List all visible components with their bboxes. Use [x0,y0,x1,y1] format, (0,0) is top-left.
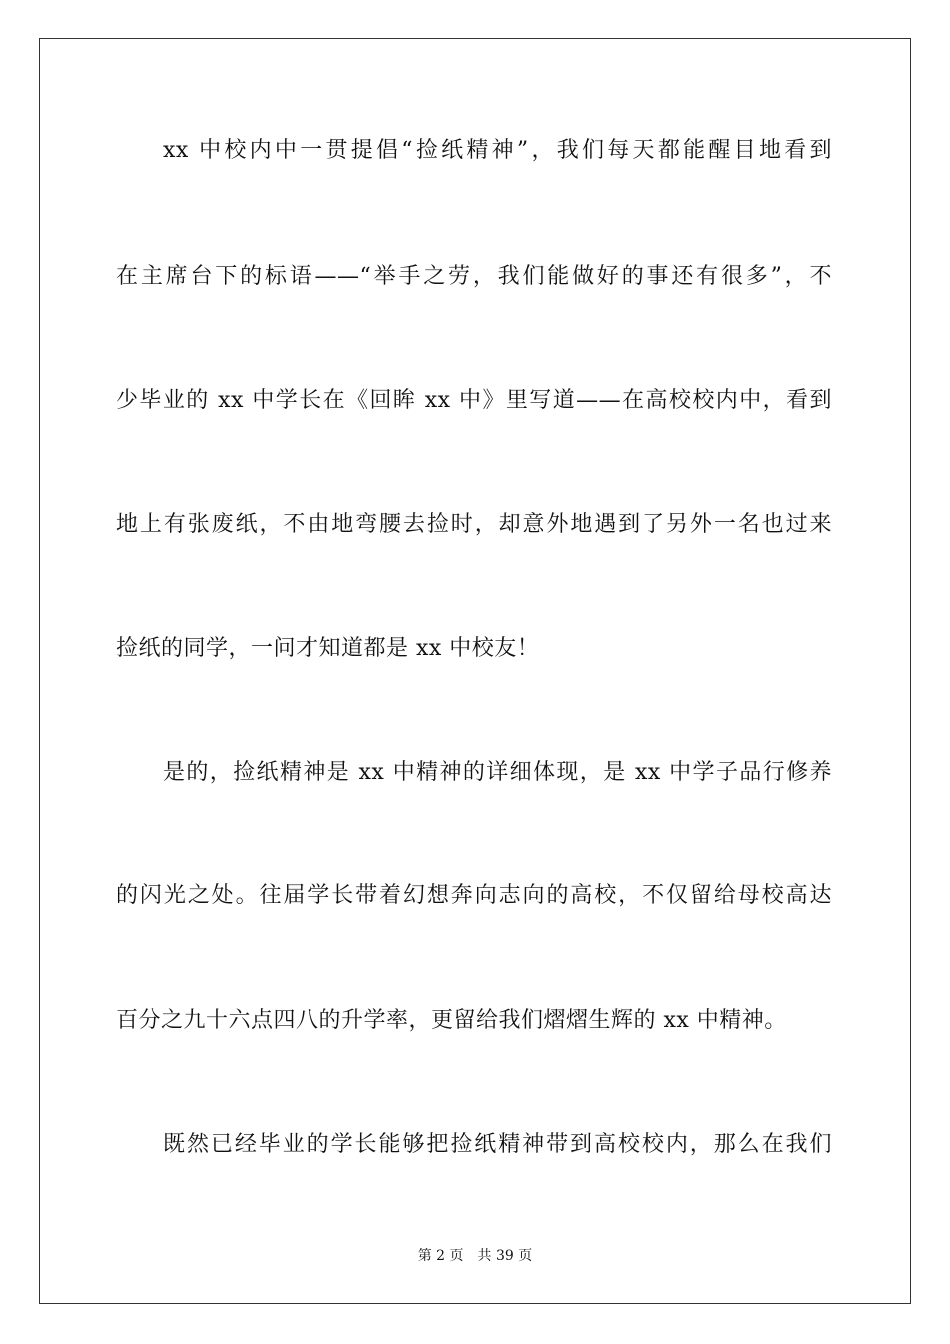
paragraph-2-line-1: 是的，捡纸精神是 xx 中精神的详细体现，是 xx 中学子品行修养 [163,760,832,785]
page-number: 第 2 页 [417,1248,464,1264]
page-border [39,38,911,1304]
paragraph-1-line-1: xx 中校内中一贯提倡“捡纸精神”，我们每天都能醒目地看到 [163,138,832,163]
paragraph-2-line-3: 百分之九十六点四八的升学率，更留给我们熠熠生辉的 xx 中精神。 [116,1008,787,1033]
page-footer [0,1246,950,1266]
paragraph-1-line-5: 捡纸的同学，一问才知道都是 xx 中校友！ [116,636,540,661]
paragraph-3-line-1: 既然已经毕业的学长能够把捡纸精神带到高校校内，那么在我们 [163,1132,832,1157]
paragraph-1-line-3: 少毕业的 xx 中学长在《回眸 xx 中》里写道——在高校校内中，看到 [116,388,832,413]
page-total: 共 39 页 [477,1248,533,1264]
paragraph-2-line-2: 的闪光之处。往届学长带着幻想奔向志向的高校，不仅留给母校高达 [116,883,832,908]
paragraph-1-line-4: 地上有张废纸，不由地弯腰去捡时，却意外地遇到了另外一名也过来 [116,512,832,537]
paragraph-1-line-2: 在主席台下的标语——“举手之劳，我们能做好的事还有很多”，不 [116,264,832,289]
